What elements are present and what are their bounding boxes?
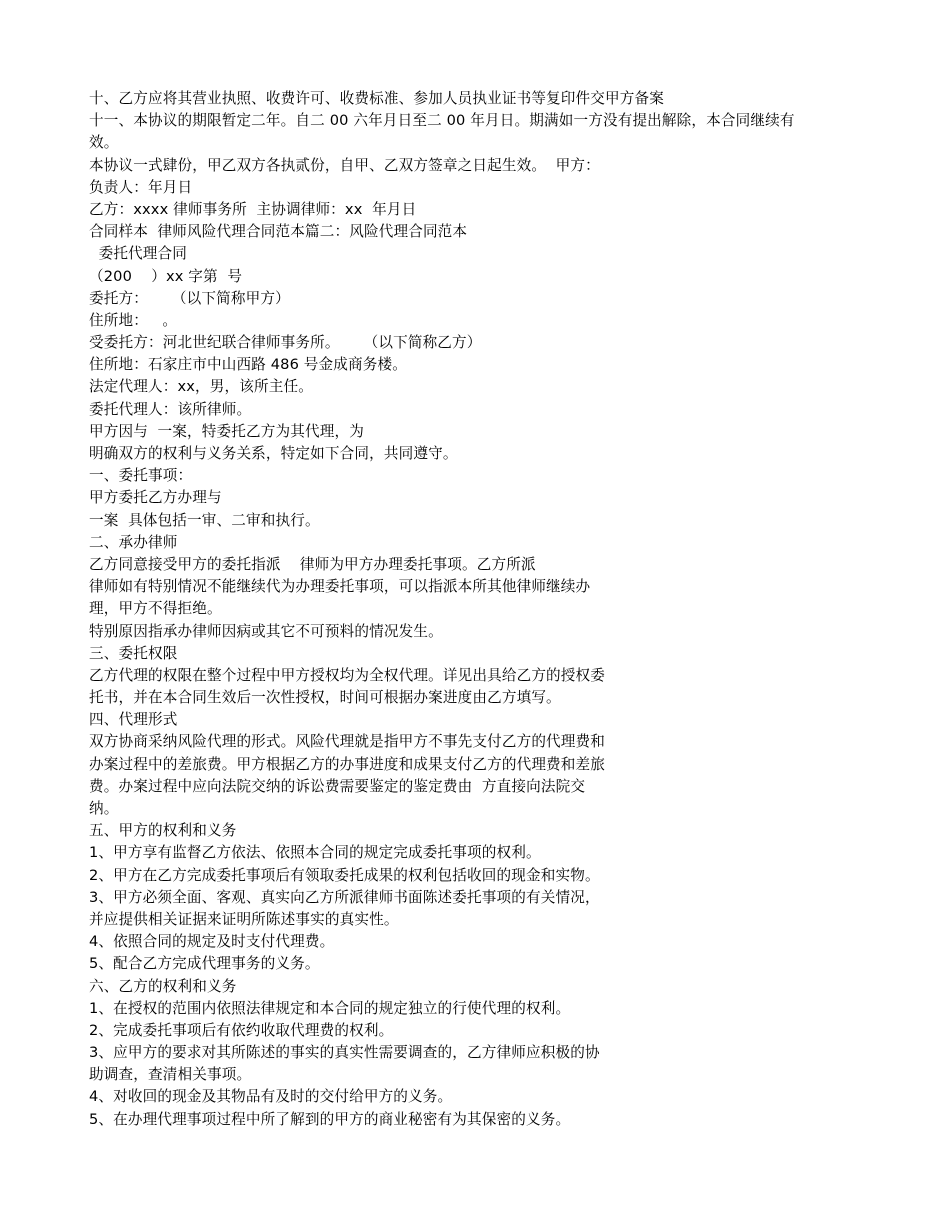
section-5-item-3: 3、甲方必须全面、客观、真实向乙方所派律师书面陈述委托事项的有关情况， bbox=[89, 888, 600, 906]
section-4-text-3: 费。办案过程中应向法院交纳的诉讼费需要鉴定的鉴定费由 方直接向法院交 bbox=[89, 777, 586, 795]
document-body bbox=[89, 88, 869, 1131]
section-2-text-2: 律师如有特别情况不能继续代为办理委托事项，可以指派本所其他律师继续办 bbox=[89, 578, 591, 596]
section-3-text-1: 乙方代理的权限在整个过程中甲方授权均为全权代理。详见出具给乙方的授权委 bbox=[89, 666, 606, 684]
party-a-signatory: 负责人：年月日 bbox=[89, 178, 193, 196]
preamble-line-2: 明确双方的权利与义务关系，特定如下合同，共同遵守。 bbox=[89, 445, 458, 462]
section-1-text-2: 一案 具体包括一审、二审和执行。 bbox=[89, 511, 320, 529]
agent-address-line: 住所地：石家庄市中山西路 486 号金成商务楼。 bbox=[89, 356, 408, 374]
section-5-item-2: 2、甲方在乙方完成委托事项后有领取委托成果的权利包括收回的现金和实物。 bbox=[89, 866, 600, 884]
section-5-heading: 五、甲方的权利和义务 bbox=[89, 822, 237, 840]
contract-title: 委托代理合同 bbox=[89, 245, 188, 263]
section-1-heading: 一、委托事项： bbox=[89, 467, 193, 485]
party-b-signatory: 乙方：xxxx 律师事务所 主协调律师：xx 年月日 bbox=[89, 200, 417, 218]
section-5-item-4: 4、依照合同的规定及时支付代理费。 bbox=[89, 933, 335, 951]
clause-11-continuation: 效。 bbox=[89, 134, 119, 152]
section-4-text-4: 纳。 bbox=[89, 800, 119, 817]
entrusted-agent-line: 委托代理人：该所律师。 bbox=[89, 400, 252, 418]
template-title-line: 合同样本 律师风险代理合同范本篇二：风险代理合同范本 bbox=[89, 223, 468, 241]
section-6-item-1: 1、在授权的范围内依照法律规定和本合同的规定独立的行使代理的权利。 bbox=[89, 999, 571, 1017]
copies-statement: 本协议一式肆份，甲乙双方各执贰份，自甲、乙双方签章之日起生效。 甲方： bbox=[89, 156, 600, 174]
preamble-line-1: 甲方因与 一案，特委托乙方为其代理，为 bbox=[89, 422, 364, 440]
section-5-item-1: 1、甲方享有监督乙方依法、依照本合同的规定完成委托事项的权利。 bbox=[89, 844, 541, 862]
section-1-text-1: 甲方委托乙方办理与 bbox=[89, 489, 222, 507]
section-4-text-1: 双方协商采纳风险代理的形式。风险代理就是指甲方不事先支付乙方的代理费和 bbox=[89, 733, 606, 751]
section-2-text-3: 理，甲方不得拒绝。 bbox=[89, 600, 222, 618]
section-5-item-3-continuation: 并应提供相关证据来证明所陈述事实的真实性。 bbox=[89, 910, 399, 928]
clause-11-line: 十一、本协议的期限暂定二年。自二 00 六年月日至二 00 年月日。期满如一方没有提出解除，本合同继续有 bbox=[89, 112, 795, 130]
client-address-line: 住所地： 。 bbox=[89, 311, 178, 329]
section-4-heading: 四、代理形式 bbox=[89, 711, 178, 729]
agent-line: 受委托方：河北世纪联合律师事务所。 （以下简称乙方） bbox=[89, 334, 482, 352]
section-6-item-2: 2、完成委托事项后有依约收取代理费的权利。 bbox=[89, 1021, 394, 1039]
section-2-heading: 二、承办律师 bbox=[89, 533, 178, 551]
section-5-item-5: 5、配合乙方完成代理事务的义务。 bbox=[89, 955, 320, 973]
section-6-heading: 六、乙方的权利和义务 bbox=[89, 977, 237, 995]
legal-representative-line: 法定代理人：xx，男，该所主任。 bbox=[89, 378, 313, 396]
client-line: 委托方： （以下简称甲方） bbox=[89, 289, 290, 307]
section-6-item-3-continuation: 助调查，查清相关事项。 bbox=[89, 1066, 252, 1084]
section-6-item-3: 3、应甲方的要求对其所陈述的事实的真实性需要调查的，乙方律师应积极的协 bbox=[89, 1044, 600, 1062]
section-3-heading: 三、委托权限 bbox=[89, 644, 178, 662]
clause-10-line: 十、乙方应将其营业执照、收费许可、收费标准、参加人员执业证书等复印件交甲方备案 bbox=[89, 90, 665, 107]
contract-number: （200 ）xx 字第 号 bbox=[89, 267, 243, 285]
section-2-text-1: 乙方同意接受甲方的委托指派 律师为甲方办理委托事项。乙方所派 bbox=[89, 555, 536, 573]
section-2-text-4: 特别原因指承办律师因病或其它不可预料的情况发生。 bbox=[89, 622, 443, 640]
section-3-text-2: 托书，并在本合同生效后一次性授权，时间可根据办案进度由乙方填写。 bbox=[89, 689, 561, 707]
section-4-text-2: 办案过程中的差旅费。甲方根据乙方的办事进度和成果支付乙方的代理费和差旅 bbox=[89, 755, 606, 773]
section-6-item-5: 5、在办理代理事项过程中所了解到的甲方的商业秘密有为其保密的义务。 bbox=[89, 1110, 571, 1128]
section-6-item-4: 4、对收回的现金及其物品有及时的交付给甲方的义务。 bbox=[89, 1088, 453, 1106]
